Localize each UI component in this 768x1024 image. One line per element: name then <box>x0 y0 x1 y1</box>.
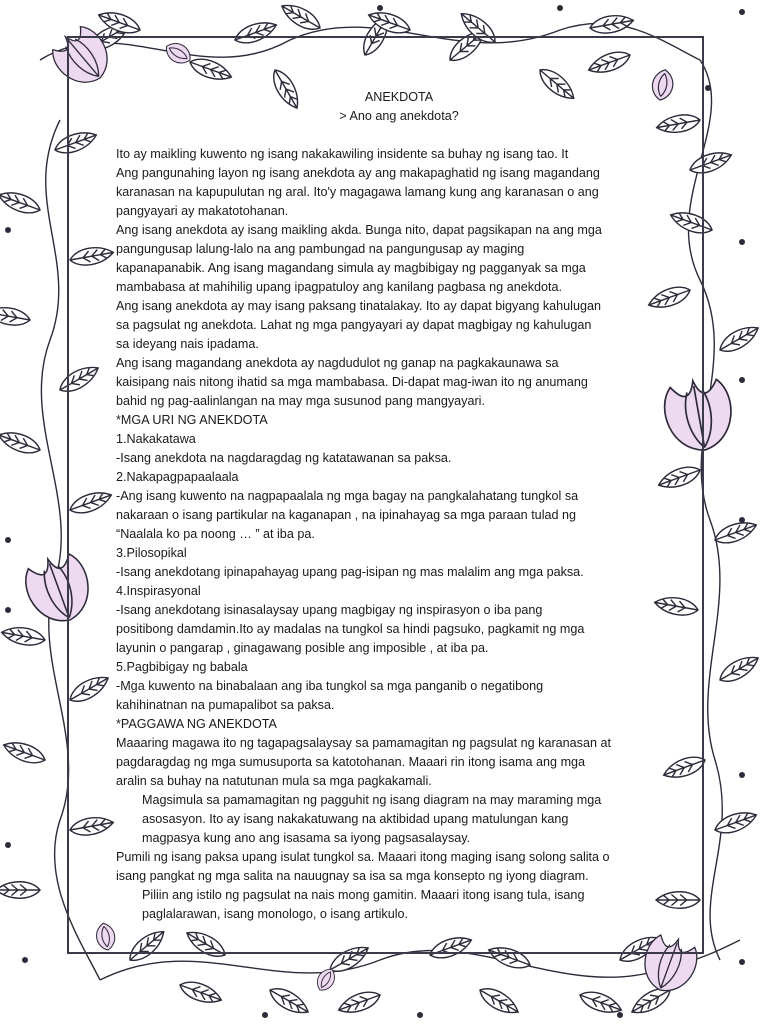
leaf-icon <box>0 882 40 899</box>
text-line: Magsimula sa pamamagitan ng pagguhit ng isang diagram na may maraming mga <box>142 793 602 807</box>
text-line: positibong damdamin.Ito ay madalas na tungkol sa hindi pagsuko, pagkamit ng mga <box>116 622 585 636</box>
leaf-icon <box>336 987 383 1018</box>
text-line: Ang isang anekdota ay isang maikling akda. Bunga nito, dapat pagsikapan na ang mga <box>116 223 602 237</box>
leaf-icon <box>278 0 324 35</box>
dot-icon <box>557 5 563 11</box>
text-line: pangungusap lalung-lalo na ang pambungad na pangungusap ay maging <box>116 242 525 256</box>
dot-icon <box>5 607 11 613</box>
text-line: mambabasa at mahihilig upang ipagpatuloy ang kanilang pagbasa ng anekdota. <box>116 280 563 294</box>
dot-icon <box>22 957 28 963</box>
leaf-icon <box>1 737 48 768</box>
text-line: bahid ng pag-aalinlangan na may mga susunod pang mangyayari. <box>116 394 485 408</box>
text-line: aralin sa buhay na natutunan mula sa mga pagkakamali. <box>116 774 432 788</box>
text-line: asosasyon. Ito ay isang nakakatuwang na aktibidad upang matulungan kang <box>142 812 569 826</box>
dot-icon <box>5 227 11 233</box>
leaf-icon <box>589 12 635 36</box>
dot-icon <box>5 842 11 848</box>
text-line: Ito ay maikling kuwento ng isang nakakawiling insidente sa buhay ng isang tao. It <box>116 147 569 161</box>
text-line: karanasan na kapupulutan ng aral. Ito'y magagawa lamang kung ang karanasan o ang <box>116 185 599 199</box>
leaf-icon <box>0 624 46 648</box>
text-line: pagdaragdag ng mga sumusuporta sa katotohanan. Maaari rin itong isama ang mga <box>116 755 586 769</box>
text-line: nakaraan o isang partikular na kaganapan , na ipinahayag sa mga paraan tulad ng <box>116 508 577 522</box>
dot-icon <box>739 517 745 523</box>
leaf-icon <box>577 987 624 1018</box>
document-body <box>116 88 652 924</box>
text-line: layunin o pangarap , ginagawang posible ang imposible , at iba pa. <box>116 641 489 655</box>
text-line: Pumili ng isang paksa upang isulat tungkol sa. Maaari itong maging isang solong salita o <box>116 850 610 864</box>
text-line: Maaaring magawa ito ng tagapagsalaysay sa pamamagitan ng pagsulat ng karanasan at <box>116 736 611 750</box>
text-line: -Ang isang kuwento na nagpapaalala ng mga bagay na pangkalahatang tungkol sa <box>116 489 579 503</box>
text-line: -Isang anekdotang ipinapahayag upang pag-isipan ng mas malalim ang mga paksa. <box>116 565 584 579</box>
dot-icon <box>262 1012 268 1018</box>
text-line: -Mga kuwento na binabalaan ang iba tungkol sa mga panganib o negatibong <box>116 679 544 693</box>
dot-icon <box>739 239 745 245</box>
leaf-icon <box>0 427 43 458</box>
text-line: 3.Pilosopikal <box>116 546 187 560</box>
dot-icon <box>739 772 745 778</box>
text-line: -Isang anekdota na nagdaragdag ng katatawanan sa paksa. <box>116 451 452 465</box>
dot-icon <box>5 537 11 543</box>
text-line: isang pangkat ng mga salita na nauugnay sa isa sa mga konsepto ng iyong diagram. <box>116 869 589 883</box>
text-line: *PAGGAWA NG ANEKDOTA <box>116 717 277 731</box>
dot-icon <box>739 9 745 15</box>
text-line: Piliin ang istilo ng pagsulat na nais mong gamitin. Maaari itong isang tula, isang <box>142 888 585 902</box>
text-line: 5.Pagbibigay ng babala <box>116 660 248 674</box>
dot-icon <box>739 959 745 965</box>
text-line: 2.Nakapagpapaalaala <box>116 470 239 484</box>
text-line: magpasya kung ano ang isasama sa iyong pagsasalaysay. <box>142 831 471 845</box>
text-line: kaisipang nais nitong ihatid sa mga mambabasa. Di-dapat mag-iwan ito ng anumang <box>116 375 588 389</box>
text-line: “Naalala ko pa noong … ” at iba pa. <box>116 527 315 541</box>
text-line: kahihinatnan na pumapalibot sa paksa. <box>116 698 335 712</box>
text-line: kapanapanabik. Ang isang magandang simula ay magbibigay ng pagganyak sa mga <box>116 261 586 275</box>
text-line: paglalarawan, isang monologo, o isang artikulo. <box>142 907 409 921</box>
leaf-icon <box>0 187 43 218</box>
text-line: 4.Inspirasyonal <box>116 584 201 598</box>
dot-icon <box>617 1012 623 1018</box>
document-lines <box>116 145 652 924</box>
leaf-icon <box>476 983 522 1019</box>
text-line: pangyayari ay makatotohanan. <box>116 204 289 218</box>
leaf-icon <box>0 304 31 328</box>
text-line: sa pagsulat ng anekdota. Lahat ng mga pangyayari ay dapat magbigay ng kahulugan <box>116 318 592 332</box>
text-line: *MGA URI NG ANEKDOTA <box>116 413 268 427</box>
text-line: sa ideyang nais ipadama. <box>116 337 259 351</box>
leaf-icon <box>716 321 762 357</box>
text-line: Ang pangunahing layon ng isang anekdota ay ang makapaghatid ng isang magandang <box>116 166 600 180</box>
text-line: 1.Nakakatawa <box>116 432 196 446</box>
dot-icon <box>417 1012 423 1018</box>
dot-icon <box>705 85 711 91</box>
leaf-icon <box>716 651 762 687</box>
leaf-icon <box>712 807 759 838</box>
document-title: ANEKDOTA <box>364 90 434 104</box>
leaf-icon <box>177 977 224 1008</box>
leaf-icon <box>266 983 312 1019</box>
document-subtitle: > Ano ang anekdota? <box>339 109 459 123</box>
text-line: Ang isang anekdota ay may isang paksang tinatalakay. Ito ay dapat bigyang kahulugan <box>116 299 601 313</box>
text-line: Ang isang magandang anekdota ay nagdudulot ng ganap na pagkakaunawa sa <box>116 356 559 370</box>
dot-icon <box>739 377 745 383</box>
text-line: -Isang anekdotang isinasalaysay upang magbigay ng inspirasyon o iba pang <box>116 603 543 617</box>
dot-icon <box>377 5 383 11</box>
leaf-icon <box>712 517 759 548</box>
